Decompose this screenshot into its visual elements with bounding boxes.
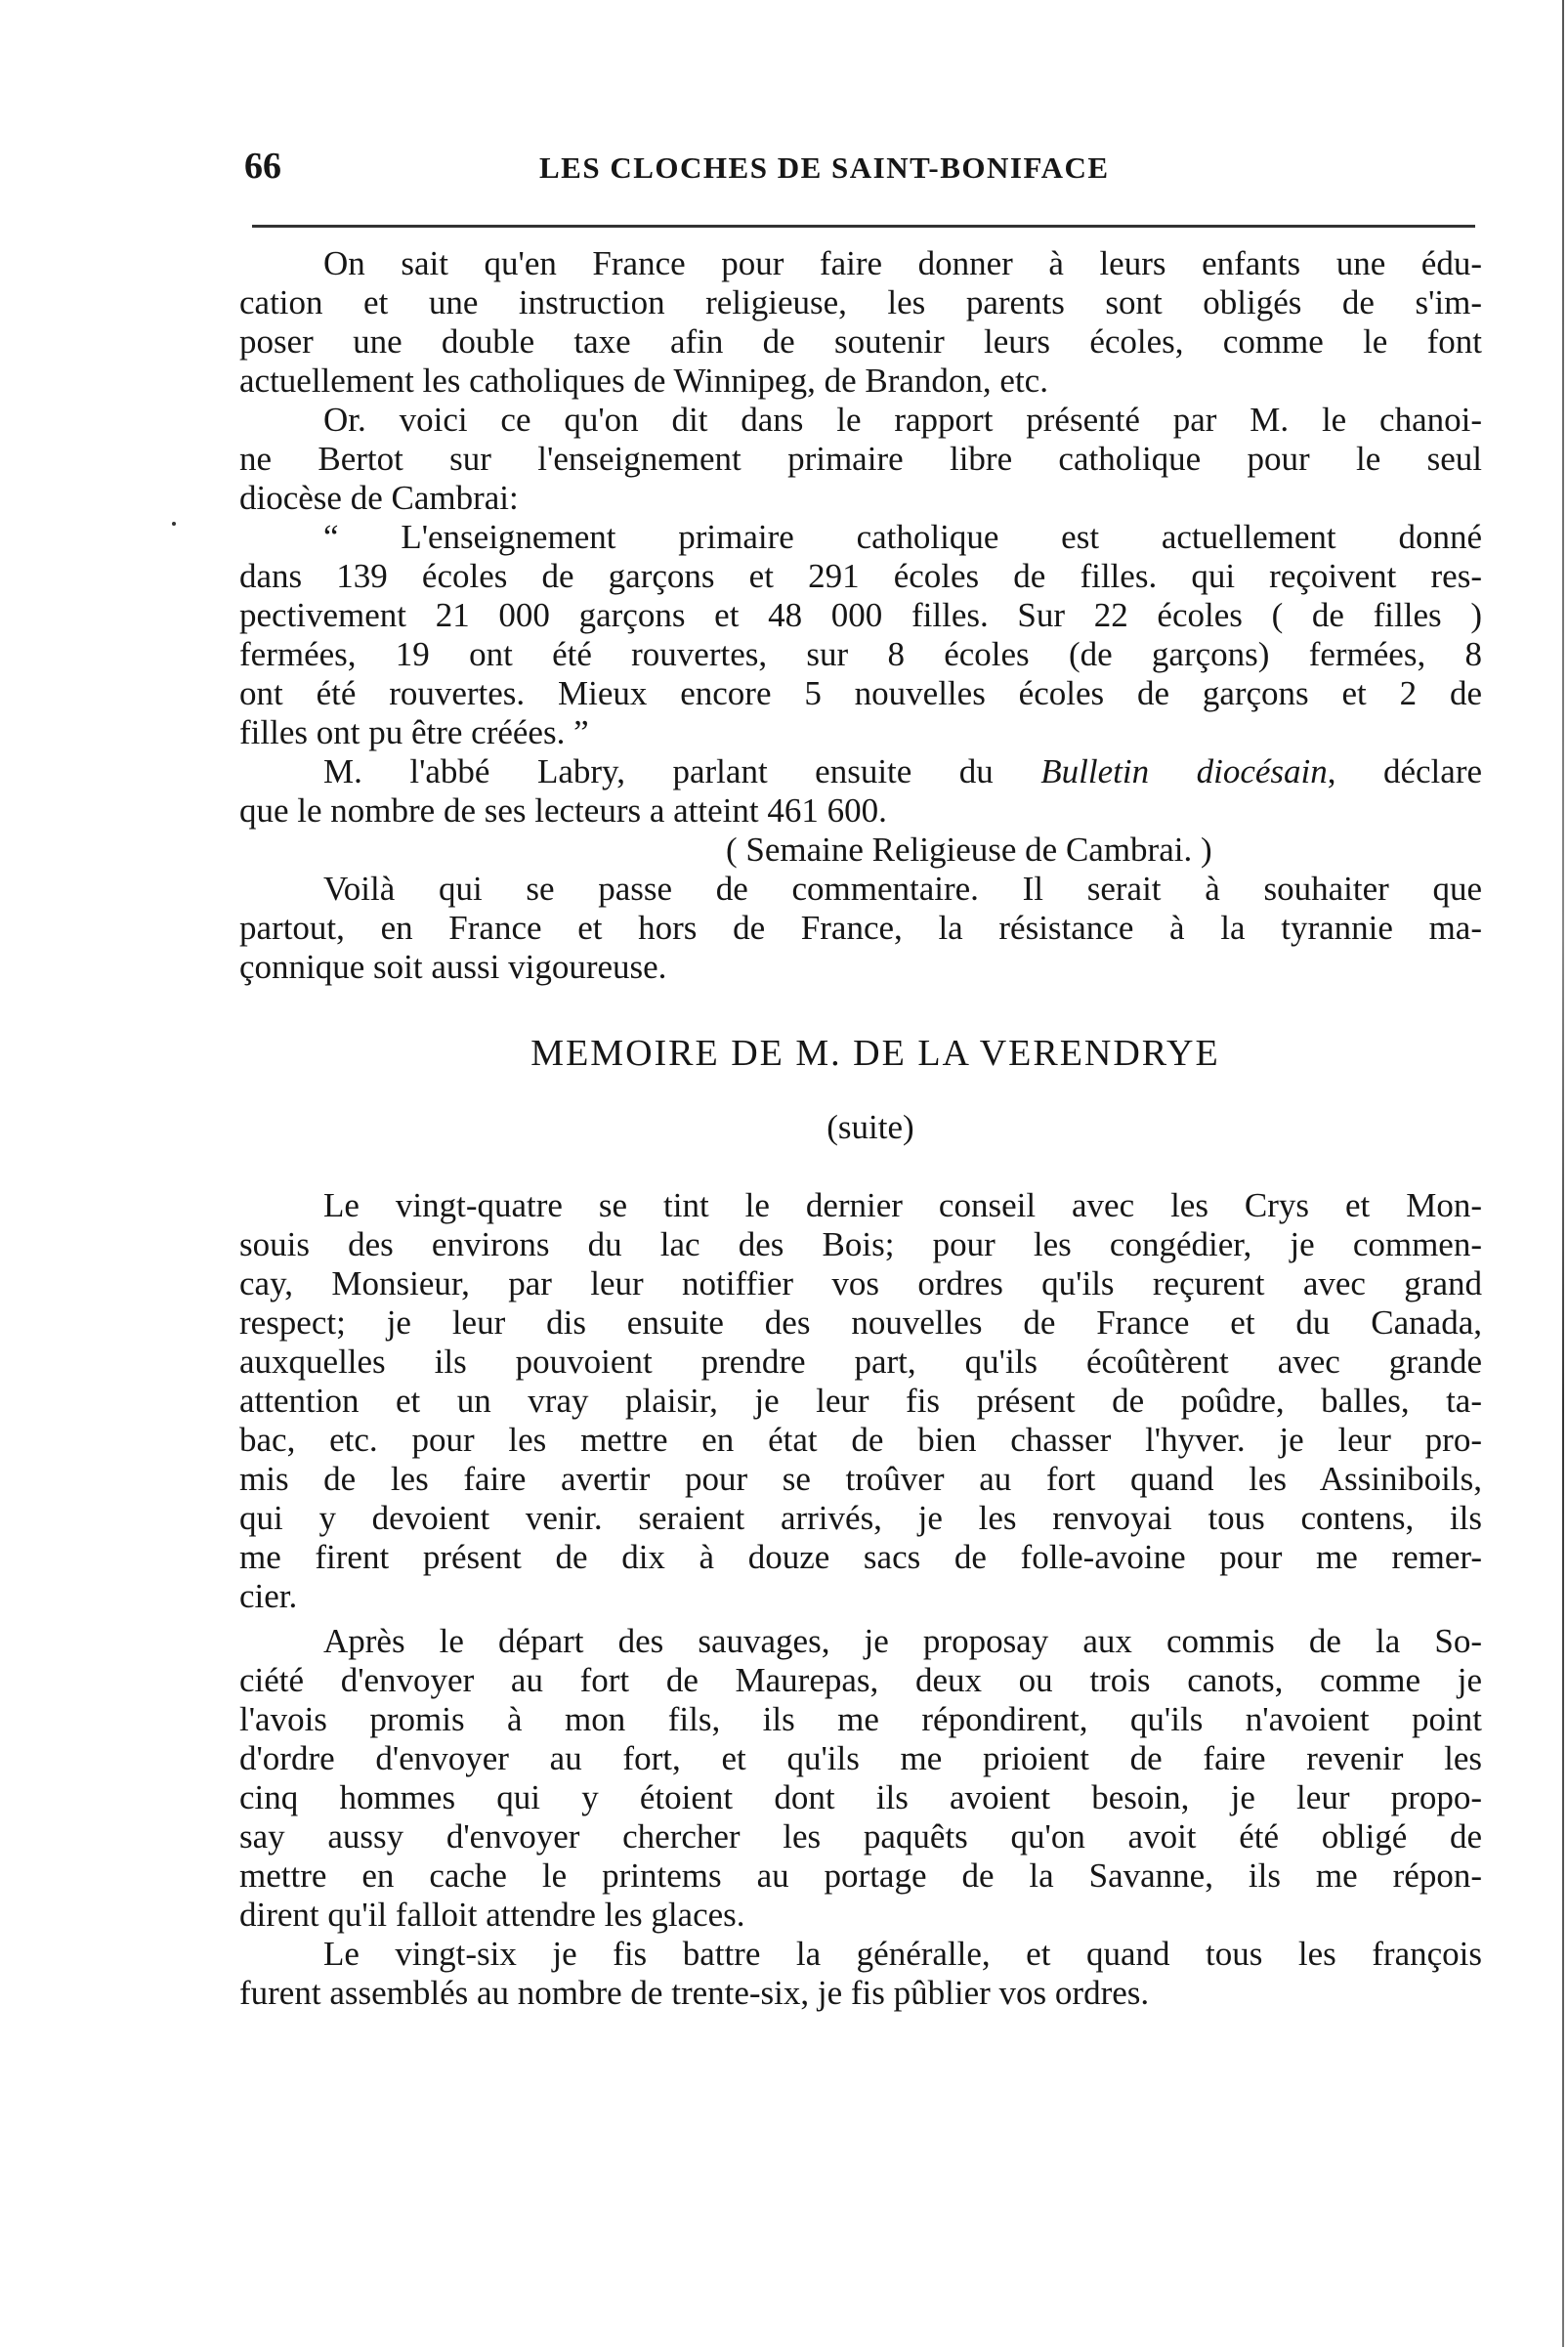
print-speck <box>172 522 176 526</box>
paragraph-france-schools <box>239 244 1482 401</box>
text-line <box>239 752 1482 791</box>
text-line: Après le départ des sauvages, je proposay aux commis de la So- <box>323 1622 1482 1660</box>
text-line: me firent présent de dix à douze sacs de folle-avoine pour me remer- <box>239 1538 1482 1576</box>
text-line: Le vingt-quatre se tint le dernier conseil avec les Crys et Mon- <box>323 1186 1482 1224</box>
page-edge <box>1562 0 1564 2347</box>
text-line: auxquelles ils pouvoient prendre part, qu'ils écoûtèrent avec grande <box>239 1343 1482 1381</box>
paragraph-memoire-conseil <box>239 1186 1482 1616</box>
text-line: Voilà qui se passe de commentaire. Il serait à souhaiter que <box>323 870 1482 908</box>
text-fragment: M. l'abbé Labry, parlant ensuite du <box>323 752 994 790</box>
text-line: actuellement les catholiques de Winnipeg, de Brandon, etc. <box>239 362 1048 400</box>
text-line: cay, Monsieur, par leur notiffier vos ordres qu'ils reçurent avec grand <box>239 1264 1482 1302</box>
text-fragment: , déclare <box>1327 752 1483 790</box>
paragraph-bulletin <box>239 752 1482 870</box>
paragraph-commentary <box>239 870 1482 987</box>
text-line: bac, etc. pour les mettre en état de bien chasser l'hyver. je leur pro- <box>239 1421 1482 1459</box>
text-line: say aussy d'envoyer chercher les paquêts qu'on avoit été obligé de <box>239 1817 1482 1856</box>
text-line: cation et une instruction religieuse, les parents sont obligés de s'im- <box>239 283 1482 321</box>
paragraph-memoire-depart <box>239 1622 1482 1935</box>
text-line: cinq hommes qui y étoient dont ils avoient besoin, je leur propo- <box>239 1778 1482 1816</box>
text-line: dirent qu'il falloit attendre les glaces. <box>239 1896 745 1934</box>
text-line: Le vingt-six je fis battre la généralle, et quand tous les françois <box>323 1935 1482 1973</box>
text-line: d'ordre d'envoyer au fort, et qu'ils me prioient de faire revenir les <box>239 1739 1482 1777</box>
text-line: partout, en France et hors de France, la résistance à la tyrannie ma- <box>239 909 1482 947</box>
text-line: “ L'enseignement primaire catholique est actuellement donné <box>323 518 1482 556</box>
running-head: LES CLOCHES DE SAINT-BONIFACE <box>539 150 1110 185</box>
source-citation: ( Semaine Religieuse de Cambrai. ) <box>726 831 1212 869</box>
text-line: ciété d'envoyer au fort de Maurepas, deux ou trois canots, comme je <box>239 1661 1482 1699</box>
text-line: mettre en cache le printems au portage de la Savanne, ils me répon- <box>239 1856 1482 1895</box>
italic-title: Bulletin diocésain <box>1040 752 1328 790</box>
text-line: l'avois promis à mon fils, ils me répondirent, qu'ils n'avoient point <box>239 1700 1482 1738</box>
text-line: cier. <box>239 1577 298 1615</box>
text-line: diocèse de Cambrai: <box>239 479 519 517</box>
text-line: respect; je leur dis ensuite des nouvelles de France et du Canada, <box>239 1303 1482 1342</box>
text-line: ne Bertot sur l'enseignement primaire libre catholique pour le seul <box>239 440 1482 478</box>
text-line: attention et un vray plaisir, je leur fis présent de poûdre, balles, ta- <box>239 1382 1482 1420</box>
text-line: ont été rouvertes. Mieux encore 5 nouvelles écoles de garçons et 2 de <box>239 674 1482 712</box>
text-line: qui y devoient venir. seraient arrivés, je les renvoyai tous contens, ils <box>239 1499 1482 1537</box>
body-text <box>239 244 1482 2013</box>
text-line: fermées, 19 ont été rouvertes, sur 8 écoles (de garçons) fermées, 8 <box>239 635 1482 673</box>
header-rule <box>252 225 1475 228</box>
text-line: poser une double taxe afin de soutenir leurs écoles, comme le font <box>239 322 1482 361</box>
text-line: filles ont pu être créées. ” <box>239 713 589 751</box>
text-line: pectivement 21 000 garçons et 48 000 filles. Sur 22 écoles ( de filles ) <box>239 596 1482 634</box>
text-line: que le nombre de ses lecteurs a atteint 461 600. <box>239 791 887 830</box>
page-header <box>242 145 1475 193</box>
text-line: furent assemblés au nombre de trente-six, je fis pûblier vos ordres. <box>239 1974 1150 2012</box>
section-title: MEMOIRE DE M. DE LA VERENDRYE <box>530 1033 1220 1074</box>
text-line: dans 139 écoles de garçons et 291 écoles de filles. qui reçoivent res- <box>239 557 1482 595</box>
text-line: mis de les faire avertir pour se troûver au fort quand les Assiniboils, <box>239 1460 1482 1498</box>
text-line: Or. voici ce qu'on dit dans le rapport présenté par M. le chanoi- <box>323 401 1482 439</box>
text-line: souis des environs du lac des Bois; pour les congédier, je commen- <box>239 1225 1482 1263</box>
paragraph-memoire-generale <box>239 1935 1482 2013</box>
paragraph-quotation <box>239 518 1482 752</box>
page-number: 66 <box>244 146 281 187</box>
paragraph-cambrai-report <box>239 401 1482 518</box>
text-line: çonnique soit aussi vigoureuse. <box>239 948 667 986</box>
section-subtitle: (suite) <box>826 1108 914 1146</box>
text-line: On sait qu'en France pour faire donner à leurs enfants une édu- <box>323 244 1482 282</box>
